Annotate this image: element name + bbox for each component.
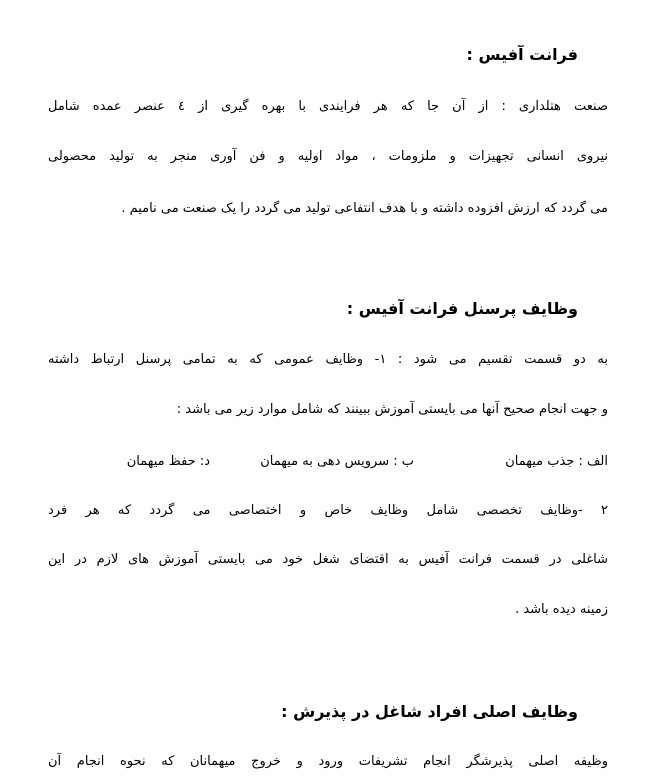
section-heading-front-office: فرانت آفیس : — [466, 45, 578, 64]
paragraph-line: زمینه دیده باشد . — [515, 602, 608, 617]
paragraph-line: شاغلی در قسمت فرانت آفیس به اقتضای شغل خود می بایستی آموزش های لازم در این — [48, 552, 608, 567]
section-heading-reception-duties: وظایف اصلی افراد شاغل در پذیرش : — [281, 702, 578, 721]
paragraph-line: نیروی انسانی تجهیزات و ملزومات ، مواد اولیه و فن آوری منجر به تولید محصولی — [48, 149, 608, 164]
list-item-retain-guest: د: حفظ میهمان — [126, 454, 210, 469]
paragraph-line: صنعت هتلداری : از آن جا که هر فرایندی با بهره گیری از ٤ عنصر عمده شامل — [48, 99, 608, 114]
paragraph-line: و جهت انجام صحیح آنها می بایستی آموزش ببینند که شامل موارد زیر می باشد : — [176, 402, 608, 417]
list-item-attract-guest: الف : جذب میهمان — [505, 454, 608, 469]
paragraph-line: وظیفه اصلی پذیرشگر انجام تشریفات ورود و خروج میهمانان که نحوه انجام آن — [48, 754, 608, 769]
list-item-serve-guest: ب : سرویس دهی به میهمان — [260, 454, 414, 469]
section-heading-front-office-staff-duties: وظایف پرسنل فرانت آفیس : — [346, 299, 578, 318]
paragraph-line: می گردد که ارزش افزوده داشته و با هدف انتفاعی تولید می گردد را یک صنعت می نامیم . — [121, 201, 608, 216]
paragraph-line: به دو قسمت تقسیم می شود : ۱- وظایف عمومی که به تمامی پرسنل ارتباط داشته — [48, 352, 608, 367]
paragraph-line: ۲ -وظایف تخصصی شامل وظایف خاص و اختصاصی می گردد که هر فرد — [48, 503, 608, 518]
